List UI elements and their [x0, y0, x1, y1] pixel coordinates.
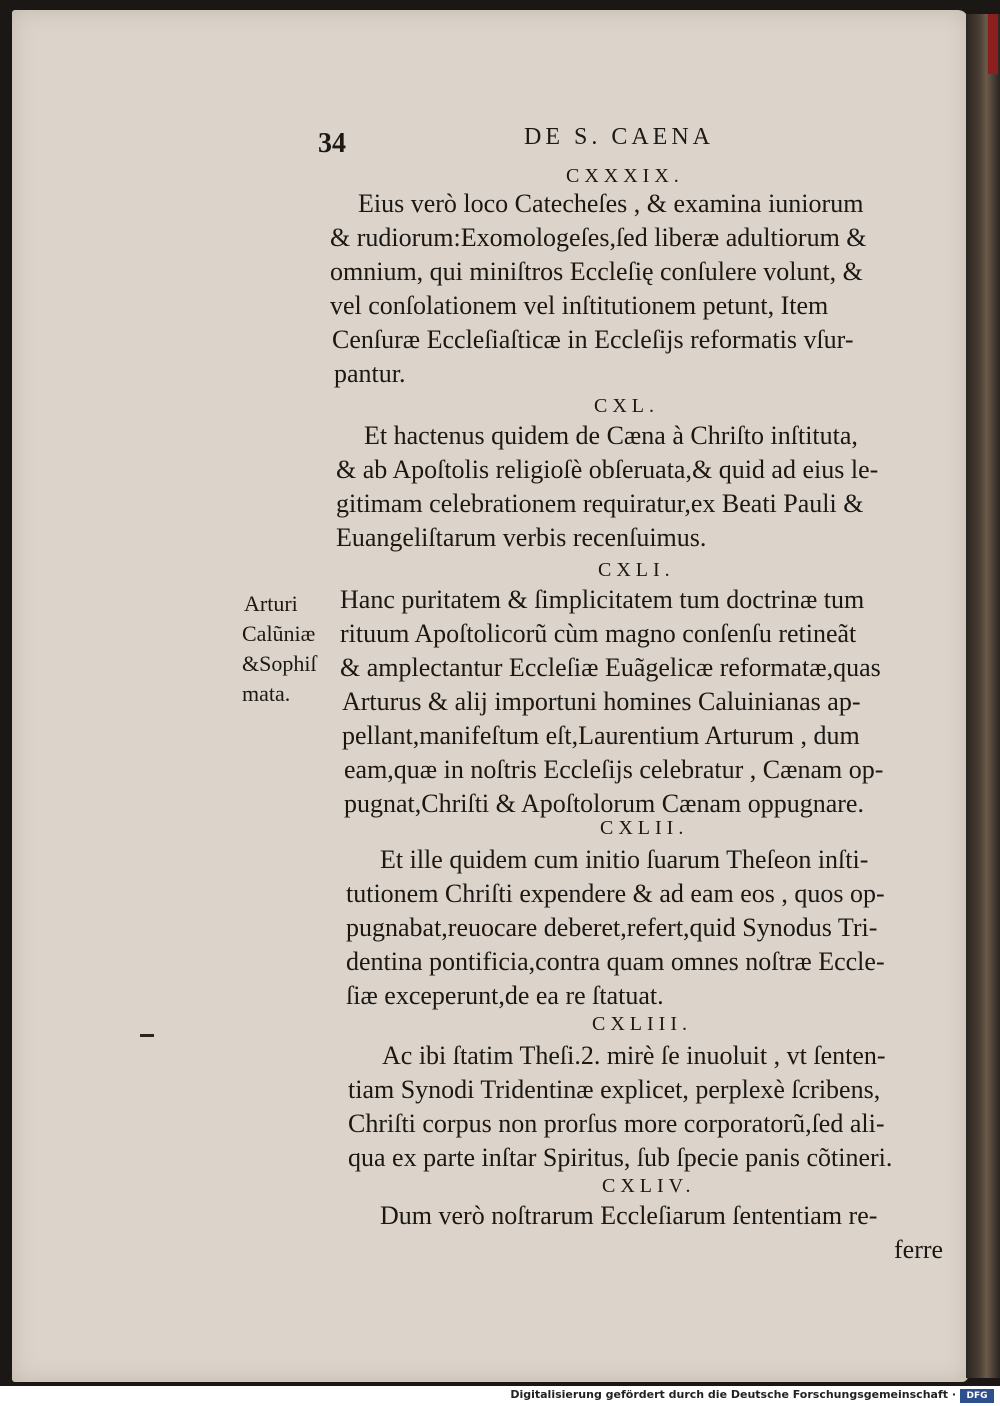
text-line: pellant,manifeſtum eſt,Laurentium Arturum , dum [342, 721, 860, 750]
footer-bar [0, 1386, 1000, 1406]
text-line: & rudiorum:Exomologeſes,ſed liberæ adultiorum & [330, 223, 867, 252]
section-number: CXXXIX. [566, 165, 684, 187]
section-number: CXLIII. [592, 1013, 692, 1035]
text-line: Et hactenus quidem de Cæna à Chriſto inſtituta, [364, 421, 858, 450]
margin-note-line: mata. [242, 681, 291, 706]
section-number: CXL. [594, 395, 659, 417]
text-line: vel conſolationem vel inſtitutionem petunt, Item [330, 291, 829, 320]
text-line: Hanc puritatem & ſimplicitatem tum doctrinæ tum [340, 585, 865, 614]
running-title: DE S. CAENA [524, 124, 715, 150]
text-line: pantur. [334, 359, 406, 388]
text-line: Cenſuræ Eccleſiaſticæ in Eccleſijs reformatis vſur- [332, 325, 854, 354]
section-number: CXLII. [600, 817, 689, 839]
text-line: ſiæ exceperunt,de ea re ſtatuat. [346, 981, 664, 1010]
text-line: Euangeliſtarum verbis recenſuimus. [336, 523, 707, 552]
text-line: tiam Synodi Tridentinæ explicet, perplexè ſcribens, [348, 1075, 881, 1104]
margin-note-line: &Sophiſ [242, 651, 317, 676]
text-line: & amplectantur Eccleſiæ Euãgelicæ reformatæ,quas [340, 653, 881, 682]
text-line: Ac ibi ſtatim Theſi.2. mirè ſe inuoluit , vt ſenten- [382, 1041, 886, 1070]
text-line: Arturus & alij importuni homines Caluinianas ap- [342, 687, 861, 716]
text-line: Chriſti corpus non prorſus more corporatorũ,ſed ali- [348, 1109, 885, 1138]
page-number: 34 [318, 128, 346, 159]
text-line: Et ille quidem cum initio ſuarum Theſeon inſti- [380, 845, 869, 874]
text-line: ferre [894, 1235, 944, 1264]
margin-note-line: Calũniæ [242, 621, 316, 646]
text-line: omnium, qui miniſtros Eccleſię conſulere volunt, & [330, 257, 863, 286]
text-line: pugnat,Chriſti & Apoſtolorum Cænam oppugnare. [344, 789, 864, 818]
text-line: Dum verò noſtrarum Eccleſiarum ſententiam re- [380, 1201, 878, 1230]
text-line: dentina pontificia,contra quam omnes noſtræ Eccle- [346, 947, 885, 976]
footer-credit: Digitalisierung gefördert durch die Deutsche Forschungsgemeinschaft · [510, 1388, 956, 1401]
text-line: eam,quæ in noſtris Eccleſijs celebratur , Cænam op- [344, 755, 884, 784]
section-number: CXLIV. [602, 1175, 696, 1197]
text-line: & ab Apoſtolis religioſè obſeruata,& quid ad eius le- [336, 455, 879, 484]
text-line: qua ex parte inſtar Spiritus, ſub ſpecie panis cõtineri. [348, 1143, 893, 1172]
dfg-logo: DFG [960, 1389, 994, 1403]
section-number: CXLI. [598, 559, 675, 581]
text-line: tutionem Chriſti expendere & ad eam eos , quos op- [346, 879, 885, 908]
margin-note-line: Arturi [244, 591, 298, 616]
text-line: gitimam celebrationem requiratur,ex Beati Pauli & [336, 489, 864, 518]
text-line: Eius verò loco Catecheſes , & examina iuniorum [358, 189, 864, 218]
text-line: pugnabat,reuocare deberet,refert,quid Synodus Tri- [346, 913, 878, 942]
text-line: rituum Apoſtolicorũ cùm magno conſenſu retineãt [340, 619, 857, 648]
